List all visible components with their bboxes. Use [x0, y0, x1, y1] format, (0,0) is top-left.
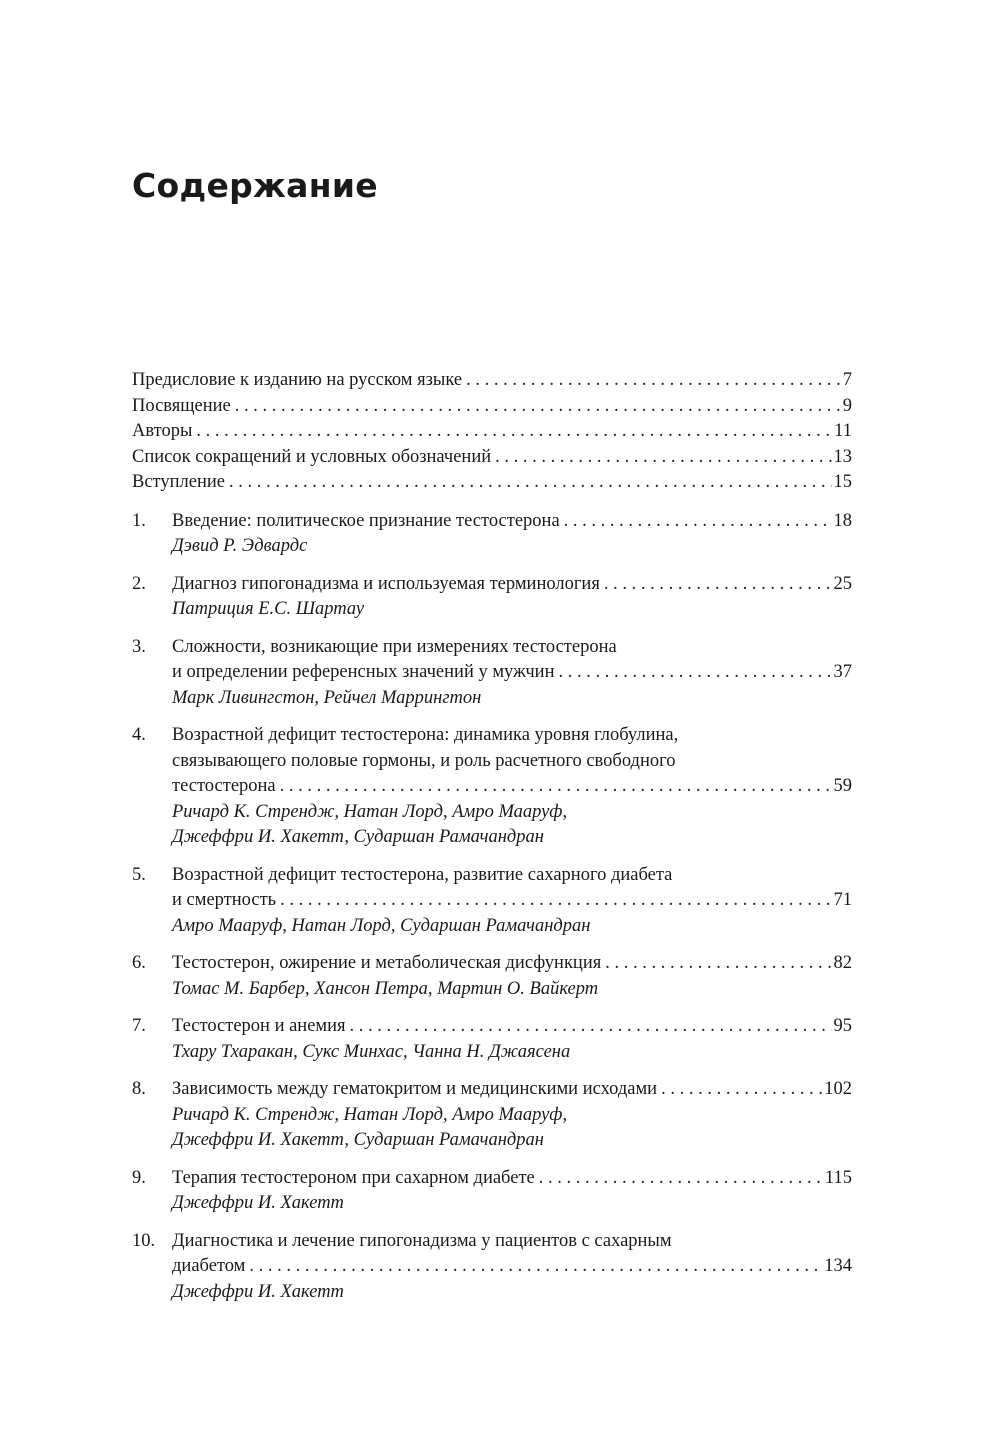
toc-entry-title: Тестостерон и анемия [172, 1016, 346, 1036]
chapter-authors: Джеффри И. Хакетт [172, 1193, 344, 1213]
chapter-number: 1. [132, 510, 146, 531]
chapter-title-with-page[interactable] [172, 774, 852, 800]
chapter-authors: Ричард К. Стрендж, Натан Лорд, Амро Мааруф, [172, 801, 568, 822]
chapter-body [172, 635, 852, 712]
dot-leader [280, 888, 831, 914]
toc-page-number: 11 [834, 421, 852, 441]
toc-entry-title: тестостерона [172, 776, 276, 796]
front-matter-entry[interactable] [132, 368, 852, 394]
chapter-title-line: Возрастной дефицит тестостерона: динамика уровня глобулина, [172, 725, 679, 745]
chapter-number: 7. [132, 1016, 146, 1036]
page-title: Содержание [132, 166, 378, 205]
toc-entry-title: Зависимость между гематокритом и медицинскими исходами [172, 1079, 658, 1099]
chapter-entry[interactable] [132, 723, 852, 851]
chapter-authors: Ричард К. Стрендж, Натан Лорд, Амро Мааруф, [172, 1104, 568, 1125]
dot-leader [280, 774, 832, 800]
chapter-title-line: Диагностика и лечение гипогонадизма у пациентов с сахарным [172, 1230, 672, 1251]
chapter-body [172, 1077, 852, 1154]
dot-leader [196, 419, 832, 445]
chapter-entry[interactable] [132, 863, 852, 940]
chapter-entry[interactable] [132, 951, 852, 1002]
toc-entry-title: и определении референсных значений у мужчин [172, 662, 555, 682]
chapter-list [132, 509, 852, 1306]
toc-page-number: 13 [833, 446, 852, 467]
toc-page-number: 15 [833, 472, 852, 492]
chapter-number: 4. [132, 725, 146, 745]
chapter-entry[interactable] [132, 635, 852, 712]
chapter-body [172, 863, 852, 940]
chapter-title-with-page[interactable] [172, 572, 852, 598]
chapter-title-with-page[interactable] [172, 1254, 852, 1280]
chapter-authors: Томас М. Барбер, Хансон Петра, Мартин О. Вайкерт [172, 978, 599, 999]
toc-page-number: 25 [833, 573, 852, 594]
toc-entry-title: Предисловие к изданию на русском языке [132, 370, 463, 390]
front-matter-entry[interactable] [132, 394, 852, 420]
chapter-title-with-page[interactable] [172, 951, 852, 977]
toc-entry-title: Авторы [132, 421, 193, 441]
toc-page-number: 95 [833, 1016, 852, 1036]
front-matter-entry[interactable] [132, 470, 852, 496]
dot-leader [605, 951, 831, 977]
chapter-body [172, 572, 852, 623]
toc-page-number: 18 [833, 510, 852, 531]
chapter-number: 8. [132, 1079, 146, 1099]
toc-page-number: 134 [824, 1256, 852, 1276]
toc-entry-title: Список сокращений и условных обозначений [132, 446, 492, 467]
chapter-authors: Патриция Е.С. Шартау [172, 599, 365, 619]
chapter-title-with-page[interactable] [172, 1014, 852, 1040]
chapter-body [172, 1014, 852, 1065]
chapter-title-line: связывающего половые гормоны, и роль расчетного свободного [172, 750, 676, 771]
toc-entry-title: Терапия тестостероном при сахарном диабете [172, 1167, 535, 1188]
dot-leader [604, 572, 832, 598]
chapter-title-with-page[interactable] [172, 1077, 852, 1103]
table-of-contents [132, 368, 852, 1305]
toc-page-number: 82 [833, 953, 852, 973]
chapter-title-with-page[interactable] [172, 888, 852, 914]
chapter-body [172, 723, 852, 851]
toc-entry-title: Вступление [132, 472, 225, 492]
toc-entry-title: диабетом [172, 1256, 246, 1276]
dot-leader [466, 368, 841, 394]
dot-leader [235, 394, 841, 420]
chapter-authors: Джеффри И. Хакетт [172, 1281, 344, 1302]
chapter-entry[interactable] [132, 572, 852, 623]
chapter-title-with-page[interactable] [172, 509, 852, 535]
toc-entry-title: Тестостерон, ожирение и метаболическая дисфункция [172, 953, 602, 973]
chapter-entry[interactable] [132, 1166, 852, 1217]
chapter-body [172, 1229, 852, 1306]
chapter-number: 10. [132, 1230, 156, 1251]
chapter-entry[interactable] [132, 509, 852, 560]
chapter-authors: Дэвид Р. Эдвардс [172, 536, 308, 556]
dot-leader [229, 470, 832, 496]
chapter-number: 3. [132, 636, 146, 657]
toc-entry-title: Диагноз гипогонадизма и используемая терминология [172, 573, 600, 594]
toc-page-number: 7 [842, 370, 852, 390]
chapter-entry[interactable] [132, 1014, 852, 1065]
chapter-number: 2. [132, 573, 146, 594]
toc-page-number: 59 [833, 776, 852, 796]
front-matter-entry[interactable] [132, 445, 852, 471]
toc-entry-title: Посвящение [132, 395, 231, 416]
chapter-body [172, 509, 852, 560]
chapter-title-with-page[interactable] [172, 660, 852, 686]
chapter-authors: Джеффри И. Хакетт, Сударшан Рамачандран [172, 1130, 544, 1150]
dot-leader [564, 509, 832, 535]
dot-leader [661, 1077, 822, 1103]
dot-leader [495, 445, 831, 471]
toc-page-number: 9 [842, 395, 852, 416]
toc-page-number: 102 [824, 1079, 852, 1099]
toc-page-number: 37 [833, 662, 852, 682]
chapter-authors: Амро Мааруф, Натан Лорд, Сударшан Рамачандран [172, 915, 591, 936]
chapter-title-line: Сложности, возникающие при измерениях тестостерона [172, 636, 617, 657]
chapter-authors: Тхару Тхаракан, Сукс Минхас, Чанна Н. Джаясена [172, 1041, 571, 1062]
chapter-body [172, 951, 852, 1002]
chapter-body [172, 1166, 852, 1217]
chapter-entry[interactable] [132, 1229, 852, 1306]
dot-leader [350, 1014, 832, 1040]
toc-entry-title: Введение: политическое признание тестостерона [172, 510, 560, 531]
dot-leader [249, 1254, 822, 1280]
chapter-number: 6. [132, 953, 146, 973]
chapter-number: 5. [132, 864, 146, 885]
chapter-title-with-page[interactable] [172, 1166, 852, 1192]
chapter-number: 9. [132, 1167, 146, 1188]
dot-leader [558, 660, 831, 686]
toc-page-number: 115 [824, 1167, 852, 1188]
chapter-authors: Марк Ливингстон, Рейчел Маррингтон [172, 687, 482, 708]
chapter-entry[interactable] [132, 1077, 852, 1154]
toc-entry-title: и смертность [172, 890, 277, 910]
chapter-title-line: Возрастной дефицит тестостерона, развитие сахарного диабета [172, 864, 673, 885]
toc-page-number: 71 [833, 890, 852, 910]
front-matter-entry[interactable] [132, 419, 852, 445]
dot-leader [539, 1166, 823, 1192]
chapter-authors: Джеффри И. Хакетт, Сударшан Рамачандран [172, 827, 544, 847]
front-matter-list [132, 368, 852, 496]
